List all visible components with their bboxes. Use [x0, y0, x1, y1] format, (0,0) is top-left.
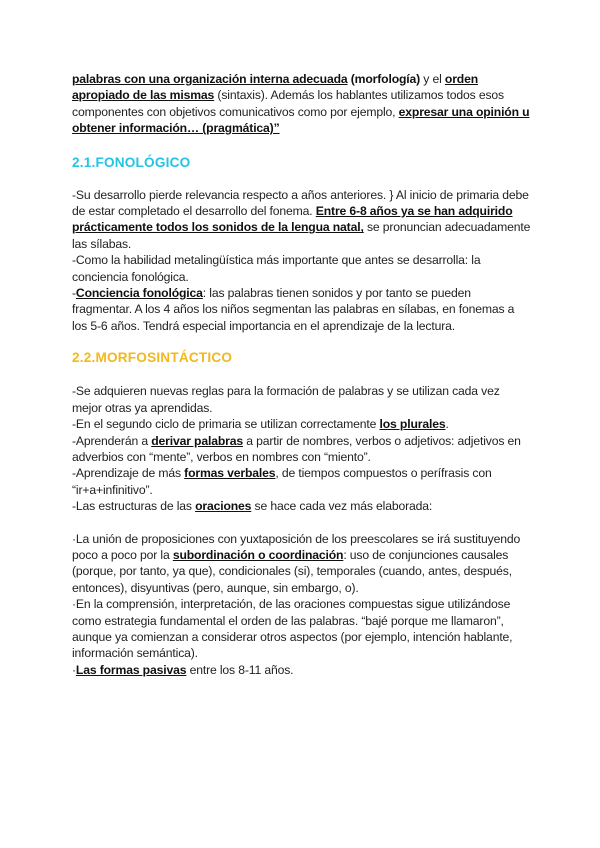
- emph-morfologia: (morfología): [347, 72, 421, 86]
- text: se hace cada vez más elaborada:: [251, 499, 433, 514]
- morfo-paragraph-7: ·En la comprensión, interpretación, de las oraciones compuestas sigue utilizándose como estrategia fundamental el orden de las palabras. “bajé porque me llamaron”, aunque ya comienzan a considerar otros aspectos (por ejemplo, intención hablante, información semántica).: [72, 597, 513, 661]
- morfo-paragraph-5: [72, 498, 532, 514]
- morfo-paragraph-4: [72, 465, 532, 498]
- text: .: [445, 417, 449, 432]
- intro-paragraph: [72, 71, 532, 137]
- text: , de tiempos compuestos o perífrasis con “ir+a+infinitivo”.: [72, 466, 492, 497]
- text: : las palabras tienen sonidos y por tanto se pueden fragmentar. A los 4 años los niños segmentan las palabras en sílabas, en fonemas a los 5-6 años. Tendrá especial importancia en el aprendizaje de la lectura.: [72, 286, 515, 333]
- text: -Aprendizaje de más: [72, 466, 185, 481]
- text: entre los 8-11 años.: [186, 662, 294, 677]
- morfo-paragraph-1: -Se adquieren nuevas reglas para la formación de palabras y se utilizan cada vez mejor otras ya aprendidas.: [72, 384, 500, 415]
- text: -Su desarrollo pierde relevancia respecto a años anteriores. } Al inicio de primaria debe de estar completado el desarrollo del fonema.: [72, 187, 529, 219]
- text: -Las estructuras de las: [72, 499, 196, 514]
- fonologico-paragraph-3: [72, 285, 532, 334]
- emph-organizacion: palabras con una organización interna adecuada: [72, 72, 348, 86]
- emph-plurales: los plurales: [379, 417, 446, 432]
- morfo-paragraph-8: [72, 662, 532, 678]
- emph-derivar: derivar palabras: [151, 433, 243, 448]
- section-heading-morfosintactico: 2.2.MORFOSINTÁCTICO: [72, 350, 233, 366]
- fonologico-paragraph-2: -Como la habilidad metalingüística más importante que antes se desarrolla: la conciencia fonológica.: [72, 253, 481, 284]
- text: se pronuncian adecuadamente las sílabas.: [72, 220, 531, 251]
- emph-subordinacion: subordinación o coordinación: [172, 547, 344, 562]
- text: : uso de conjunciones causales (porque, por tanto, ya que), condicionales (si), temporales (cuando, antes, después, entonces), disyuntivas (pero, aunque, sin embargo, o).: [72, 547, 512, 595]
- emph-oraciones: oraciones: [195, 499, 252, 514]
- morfo-paragraph-3: [72, 433, 532, 466]
- text: a partir de nombres, verbos o adjetivos: adjetivos en adverbios con “mente”, verbos en nombres con “miento”.: [72, 433, 521, 464]
- section-heading-fonologico: 2.1.FONOLÓGICO: [72, 154, 191, 170]
- fonologico-paragraph-1: [72, 187, 532, 253]
- emph-sonidos: Entre 6-8 años ya se han adquirido prácticamente todos los sonidos de la lengua natal,: [72, 204, 513, 235]
- document-page: [72, 71, 532, 678]
- emph-pragmatica: expresar una opinión u obtener información… (pragmática)”: [72, 104, 530, 136]
- emph-formas-verbales: formas verbales: [184, 466, 276, 481]
- text: -Aprenderán a: [72, 433, 152, 448]
- text: -En el segundo ciclo de primaria se utilizan correctamente: [72, 417, 380, 432]
- text: -: [72, 286, 76, 301]
- text: y el: [420, 72, 445, 86]
- morfo-paragraph-6: [72, 531, 532, 597]
- text: ·: [72, 662, 76, 677]
- emph-pasivas: Las formas pasivas: [75, 662, 187, 677]
- emph-conciencia: Conciencia fonológica: [75, 286, 203, 301]
- morfo-paragraph-2: [72, 416, 532, 432]
- text: ·La unión de proposiciones con yuxtaposición de los preescolares se irá sustituyendo poco a poco por la: [72, 531, 521, 562]
- text: (sintaxis). Además los hablantes utilizamos todos esos componentes con objetivos comunicativos como por ejemplo,: [72, 88, 504, 119]
- emph-orden: orden apropiado de las mismas: [72, 72, 479, 103]
